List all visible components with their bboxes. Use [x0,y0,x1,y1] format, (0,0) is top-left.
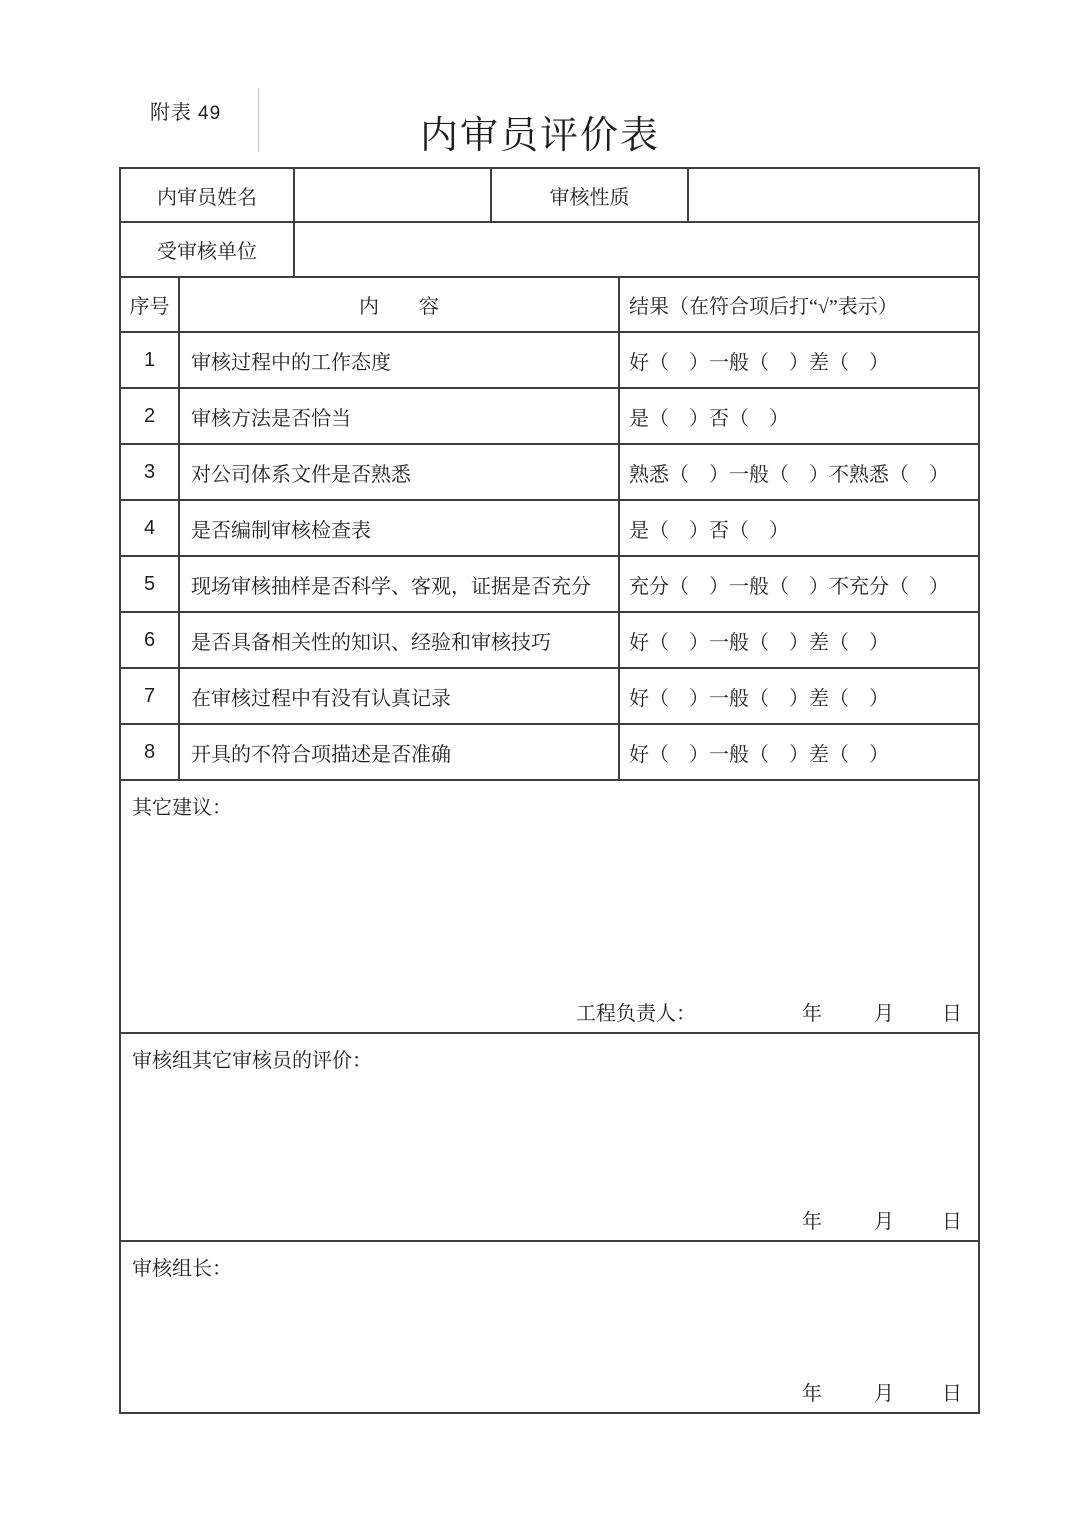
auditor-name-label: 内审员姓名 [121,169,295,221]
other-auditors-section[interactable] [121,1034,978,1242]
header-index: 序号 [121,278,180,331]
row-content: 现场审核抽样是否科学、客观，证据是否充分 [180,557,620,611]
row-result-options[interactable]: 好（ ）一般（ ）差（ ） [629,687,889,710]
table-row [121,389,978,445]
row-result-options[interactable]: 好（ ）一般（ ）差（ ） [629,631,889,654]
row-number: 7 [121,669,180,723]
month-label: 月 [874,1383,894,1405]
suggestions-sign-row[interactable] [576,997,962,1026]
table-row [121,613,978,669]
row-result-options[interactable]: 好（ ）一般（ ）差（ ） [629,743,889,766]
row-number: 6 [121,613,180,667]
row-number: 3 [121,445,180,499]
audit-nature-field[interactable] [689,169,978,221]
day-label: 日 [942,1211,962,1233]
other-auditors-label: 审核组其它审核员的评价： [132,1050,372,1072]
row-content: 审核方法是否恰当 [180,389,620,443]
row-result-options[interactable]: 是（ ）否（ ） [629,519,789,542]
info-row-2 [121,223,978,278]
audited-unit-field[interactable] [295,223,978,276]
team-leader-label: 审核组长： [132,1258,232,1280]
day-label: 日 [942,1383,962,1405]
row-content: 审核过程中的工作态度 [180,333,620,387]
table-row [121,445,978,501]
table-row [121,725,978,781]
row-content: 是否编制审核检查表 [180,501,620,555]
row-content: 是否具备相关性的知识、经验和审核技巧 [180,613,620,667]
table-row [121,557,978,613]
team-leader-sign-row[interactable] [802,1377,962,1406]
year-label: 年 [802,1383,822,1405]
info-row-1 [121,169,978,223]
month-label: 月 [874,1003,894,1025]
year-label: 年 [802,1211,822,1233]
table-row [121,669,978,725]
header-result: 结果（在符合项后打“√”表示） [629,296,898,318]
attachment-prefix: 附表 [150,102,192,124]
row-number: 1 [121,333,180,387]
row-result-options[interactable]: 是（ ）否（ ） [629,407,789,430]
row-result-options[interactable]: 好（ ）一般（ ）差（ ） [629,351,889,374]
header-content: 内 容 [180,278,620,331]
evaluation-form-table [119,167,980,1414]
row-number: 5 [121,557,180,611]
row-number: 4 [121,501,180,555]
audit-nature-label: 审核性质 [492,169,689,221]
year-label: 年 [802,1003,822,1025]
suggestions-label: 其它建议： [132,797,232,819]
row-result-options[interactable]: 熟悉（ ）一般（ ）不熟悉（ ） [629,463,949,486]
row-content: 对公司体系文件是否熟悉 [180,445,620,499]
audited-unit-label: 受审核单位 [121,223,295,276]
project-manager-label: 工程负责人： [576,1003,696,1025]
team-leader-section[interactable] [121,1242,978,1412]
table-row [121,501,978,557]
day-label: 日 [942,1003,962,1025]
attachment-number: 49 [198,103,222,124]
row-number: 2 [121,389,180,443]
month-label: 月 [874,1211,894,1233]
row-content: 在审核过程中有没有认真记录 [180,669,620,723]
table-row [121,333,978,389]
row-content: 开具的不符合项描述是否准确 [180,725,620,779]
table-header-row [121,278,978,333]
auditor-name-field[interactable] [295,169,492,221]
other-auditors-sign-row[interactable] [802,1205,962,1234]
row-number: 8 [121,725,180,779]
row-result-options[interactable]: 充分（ ）一般（ ）不充分（ ） [629,575,949,598]
page-title: 内审员评价表 [419,115,660,157]
suggestions-section[interactable] [121,781,978,1034]
